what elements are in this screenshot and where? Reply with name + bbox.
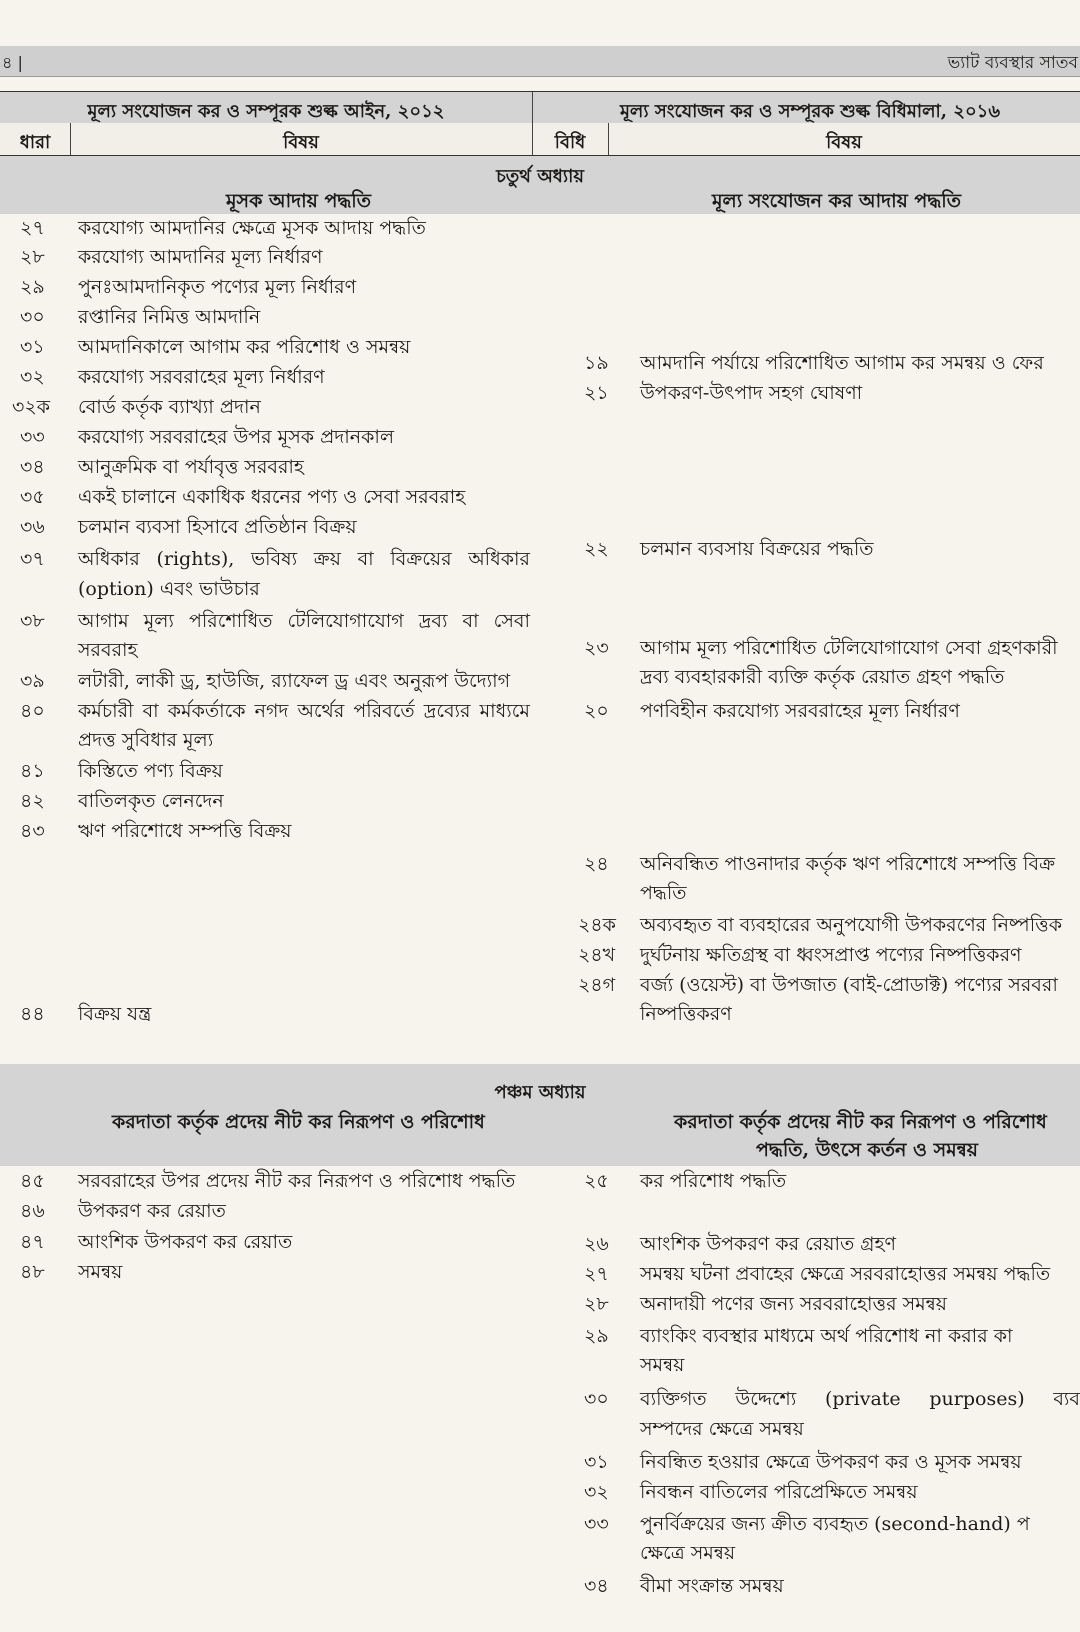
chapter-4-right-title: মূল্য সংযোজন কর আদায় পদ্ধতি xyxy=(712,190,961,212)
chapter-5-band xyxy=(0,1064,1080,1166)
chapter-5-right-title-line1: করদাতা কর্তৃক প্রদেয় নীট কর নিরূপণ ও পরিশোধ xyxy=(674,1111,1047,1133)
column-subject-left: বিষয় xyxy=(283,132,319,153)
chapter-4-name: চতুর্থ অধ্যায় xyxy=(496,166,584,187)
table-header-titles xyxy=(0,91,1080,125)
chapter-5-name: পঞ্চম অধ্যায় xyxy=(494,1082,586,1103)
chapter-5-right-title-line2: পদ্ধতি, উৎসে কর্তন ও সমন্বয় xyxy=(756,1139,978,1161)
left-table-title: মূল্য সংযোজন কর ও সম্পূরক শুল্ক আইন, ২০১২ xyxy=(87,101,445,122)
column-divider xyxy=(532,92,533,124)
running-head xyxy=(0,46,1080,77)
right-table-title: মূল্য সংযোজন কর ও সম্পূরক শুল্ক বিধিমালা, ২০১৬ xyxy=(619,101,1001,122)
column-section: ধারা xyxy=(19,132,51,153)
page-number: ৪ | xyxy=(2,53,23,72)
running-title: ভ্যাট ব্যবস্থার সাতব xyxy=(947,53,1078,73)
chapter-5-left-title: করদাতা কর্তৃক প্রদেয় নীট কর নিরূপণ ও পরিশোধ xyxy=(112,1111,485,1133)
table-header-columns xyxy=(0,123,1080,156)
chapter-4-left-title: মূসক আদায় পদ্ধতি xyxy=(226,190,371,212)
column-rule: বিধি xyxy=(554,132,586,153)
document-page: ৪ | ভ্যাট ব্যবস্থার সাতব মূল্য সংযোজন কর ও সম্পূরক শুল্ক আইন, ২০১২ মূল্য সংযোজন কর ও সম্পূরক শুল্ক বিধিমালা, ২০১৬ ধারা বিষয় বিধি বিষয় চতুর্থ অধ্যায় মূসক আদায় পদ্ধতি মূল্য সংযোজন কর আদায় পদ্ধতি ২৭ করযোগ্য আমদানির ক্ষেত্রে মূসক আদায় পদ্ধতি ২৮ করযোগ্য আমদানির মূল্য নির্ধারণ ২৯ পুনঃআমদানিকৃত পণ্যের মূল্য নির্ধারণ ৩০ রপ্তানির নিমিত্ত আমদানি ৩১ আমদানিকালে আগাম কর পরিশোধ ও সমন্বয় ৩২ করযোগ্য সরবরাহের মূল্য নির্ধারণ ৩২ক বোর্ড কর্তৃক ব্যাখ্যা প্রদান ৩৩ করযোগ্য সরবরাহের উপর মূসক প্রদানকাল ৩৪ আনুক্রমিক বা পর্যাবৃত্ত সরবরাহ ৩৫ একই চালানে একাধিক ধরনের পণ্য ও সেবা সরবরাহ ৩৬ চলমান ব্যবসা হিসাবে প্রতিষ্ঠান বিক্রয় ৩৭ অধিকার (rights), ভবিষ্য ক্রয় বা বিক্রয়ের অধিকার (option) এবং ভাউচার ৩৮ আগাম মূল্য পরিশোধিত টেলিযোগাযোগ দ্রব্য বা সেবা সরবরাহ ৩৯ লটারী, লাকী ড্র, হাউজি, র‌্যাফেল ড্র এবং অনুরূপ উদ্যোগ ৪০ কর্মচারী বা কর্মকর্তাকে নগদ অর্থের পরিবর্তে দ্রব্যের মাধ্যমে প্রদত্ত সুবিধার মূল্য ৪১ কিস্তিতে পণ্য বিক্রয় ৪২ বাতিলকৃত লেনদেন ৪৩ ঋণ পরিশোধে সম্পত্তি বিক্রয় ৪৪ বিক্রয় যন্ত্র ১৯ আমদানি পর্যায়ে পরিশোধিত আগাম কর সমন্বয় ও ফের ২১ উপকরণ-উৎপাদ সহগ ঘোষণা ২২ চলমান ব্যবসায় বিক্রয়ের পদ্ধতি ২৩ আগাম মূল্য পরিশোধিত টেলিযোগাযোগ সেবা গ্রহণকারী দ্রব্য ব্যবহারকারী ব্যক্তি কর্তৃক রেয়াত গ্রহণ পদ্ধতি ২০ পণবিহীন করযোগ্য সরবরাহের মূল্য নির্ধারণ ২৪ অনিবন্ধিত পাওনাদার কর্তৃক ঋণ পরিশোধে সম্পত্তি বিক্র পদ্ধতি ২৪ক অব্যবহৃত বা ব্যবহারের অনুপযোগী উপকরণের নিষ্পত্তিক ২৪খ দুর্ঘটনায় ক্ষতিগ্রস্থ বা ধ্বংসপ্রাপ্ত পণ্যের নিষ্পত্তিকরণ ২৪গ বর্জ্য (ওয়েস্ট) বা উপজাত (বাই-প্রোডাক্ট) পণ্যের সরবরা নিষ্পত্তিকরণ পঞ্চম অধ্যায় করদাতা কর্তৃক প্রদেয় নীট কর নিরূপণ ও পরিশোধ করদাতা কর্তৃক প্রদেয় নীট কর নিরূপণ ও পরিশোধ পদ্ধতি, উৎসে কর্তন ও সমন্বয় ৪৫ সরবরাহের উপর প্রদেয় নীট কর নিরূপণ ও পরিশোধ পদ্ধতি ৪৬ উপকরণ কর রেয়াত ৪৭ আংশিক উপকরণ কর রেয়াত ৪৮ সমন্বয় ২৫ কর পরিশোধ পদ্ধতি ২৬ আংশিক উপকরণ কর রেয়াত গ্রহণ ২৭ সমন্বয় ঘটনা প্রবাহের ক্ষেত্রে সরবরাহোত্তর সমন্বয় পদ্ধতি ২৮ অনাদায়ী পণের জন্য সরবরাহোত্তর সমন্বয় ২৯ ব্যাংকিং ব্যবস্থার মাধ্যমে অর্থ পরিশোধ না করার কা সমন্বয় ৩০ ব্যক্তিগত উদ্দেশ্যে (private purposes) ব্যব সম্পদের ক্ষেত্রে সমন্বয় ৩১ নিবন্ধিত হওয়ার ক্ষেত্রে উপকরণ কর ও মূসক সমন্বয় ৩২ নিবন্ধন বাতিলের পরিপ্রেক্ষিতে সমন্বয় ৩৩ পুনর্বিক্রয়ের জন্য ক্রীত ব্যবহৃত (second-hand) প ক্ষেত্রে সমন্বয় ৩৪ বীমা সংক্রান্ত সমন্বয় xyxy=(0,0,1080,1632)
chapter-4-band xyxy=(0,156,1080,214)
column-subject-right: বিষয় xyxy=(826,132,862,153)
